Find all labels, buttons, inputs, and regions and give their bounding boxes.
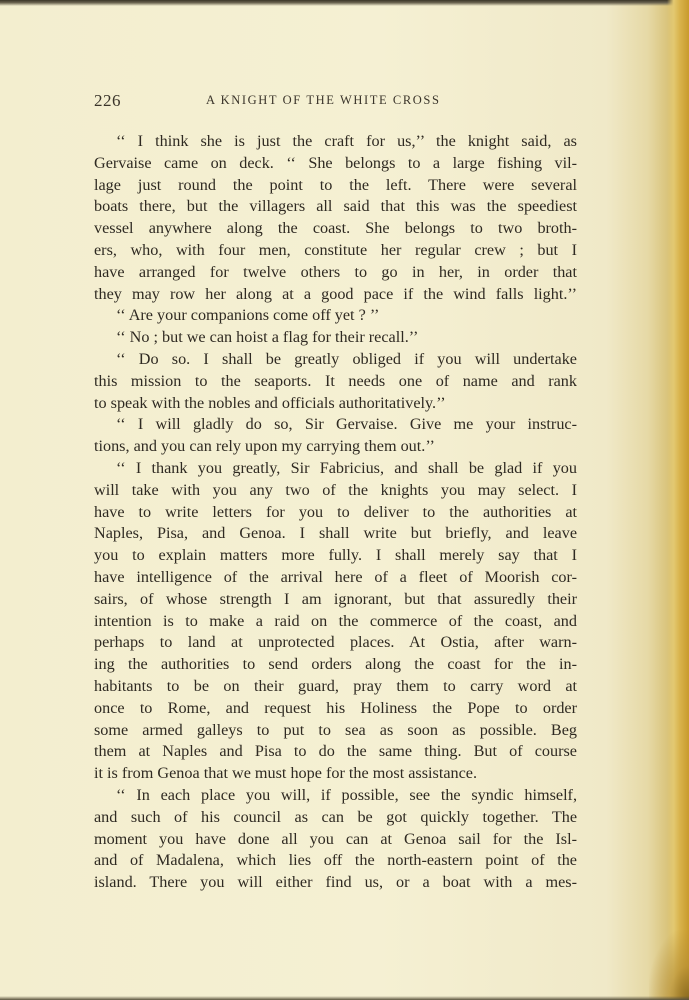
text-line: will take with you any two of the knights you may select. I [94, 480, 577, 499]
text-line: to speak with the nobles and officials authoritatively.’’ [94, 393, 446, 412]
page-header [94, 91, 577, 113]
page-bottom-edge [0, 996, 689, 1000]
text-line: ‘‘ In each place you will, if possible, see the syndic himself, [116, 785, 577, 804]
page-top-edge [0, 0, 689, 6]
text-line: ‘‘ I thank you greatly, Sir Fabricius, and shall be glad if you [116, 458, 577, 477]
text-line: island. There you will either find us, or a boat with a mes- [94, 873, 577, 892]
text-line: ‘‘ I think she is just the craft for us,’’ the knight said, as [116, 132, 577, 150]
text-line: vessel anywhere along the coast. She belongs to two broth- [94, 219, 577, 238]
text-line: moment you have done all you can at Genoa sail for the Isl- [94, 829, 577, 848]
text-line: habitants to be on their guard, pray them to carry word at [94, 676, 577, 695]
text-line: you to explain matters more fully. I shall merely say that I [94, 546, 577, 565]
text-line: ‘‘ I will gladly do so, Sir Gervaise. Give me your instruc- [116, 415, 577, 434]
text-line: and of Madalena, which lies off the north-eastern point of the [94, 851, 577, 870]
text-line: ing the authorities to send orders along the coast for the in- [94, 655, 577, 674]
text-line: Gervaise came on deck. ‘‘ She belongs to a large fishing vil- [94, 153, 577, 172]
text-line: ‘‘ Are your companions come off yet ? ’’ [116, 306, 380, 325]
body-text [94, 131, 577, 894]
text-line: intention is to make a raid on the commerce of the coast, and [94, 611, 577, 630]
text-line: it is from Genoa that we must hope for the most assistance. [94, 764, 478, 783]
text-line: they may row her along at a good pace if the wind falls light.’’ [94, 284, 577, 303]
text-line: boats there, but the villagers all said that this was the speediest [94, 197, 577, 216]
text-line: them at Naples and Pisa to do the same thing. But of course [94, 742, 577, 761]
text-line: have to write letters for you to deliver to the authorities at [94, 502, 577, 521]
text-line: and such of his council as can be got quickly together. The [94, 807, 577, 826]
text-line: tions, and you can rely upon my carrying them out.’’ [94, 437, 435, 456]
text-line: perhaps to land at unprotected places. At Ostia, after warn- [94, 633, 577, 652]
text-line: ‘‘ Do so. I shall be greatly obliged if you will undertake [116, 349, 577, 368]
text-line: Naples, Pisa, and Genoa. I shall write but briefly, and leave [94, 524, 577, 543]
text-line: this mission to the seaports. It needs one of name and rank [94, 371, 577, 390]
text-line: have arranged for twelve others to go in her, in order that [94, 262, 577, 281]
text-line: sairs, of whose strength I am ignorant, but that assuredly their [94, 589, 577, 608]
running-title: A KNIGHT OF THE WHITE CROSS [206, 93, 441, 107]
text-line: ‘‘ No ; but we can hoist a flag for their recall.’’ [116, 328, 419, 347]
text-line: have intelligence of the arrival here of a fleet of Moorish cor- [94, 567, 577, 586]
text-line: lage just round the point to the left. There were several [94, 175, 577, 194]
text-line: once to Rome, and request his Holiness the Pope to order [94, 698, 577, 717]
text-line: ers, who, with four men, constitute her regular crew ; but I [94, 240, 577, 259]
text-line: some armed galleys to put to sea as soon as possible. Beg [94, 720, 577, 739]
page-number: 226 [94, 91, 121, 110]
gilt-page-edge [667, 0, 689, 1000]
page-corner-shadow [649, 930, 689, 1000]
